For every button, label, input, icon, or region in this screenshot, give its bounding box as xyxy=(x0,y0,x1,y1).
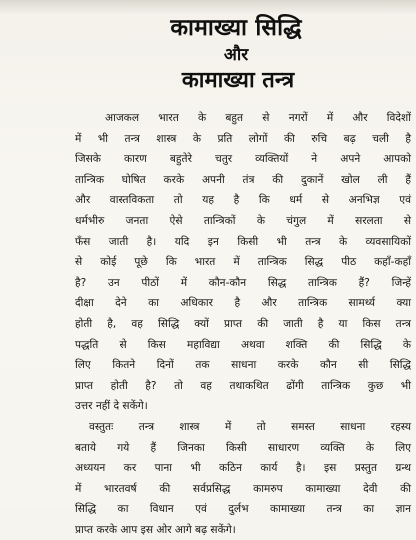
paragraph-2-line: बताये गये हैं जिनका किसी साधारण व्यक्ति के लिए xyxy=(75,441,411,454)
body-text xyxy=(75,108,411,540)
paragraph-1-line: जिसके कारण बहुतेरे चतुर व्यक्तियों ने अपने आपको xyxy=(75,153,411,166)
paragraph-1-line: पद्धति से किस महाविद्या अथवा शक्ति की सिद्धि के xyxy=(75,338,411,351)
paragraph-1-line: है? उन पीठों में कौन-कौन सिद्ध तान्त्रिक हैं? जिन्हें xyxy=(75,276,411,289)
title-line-2: और xyxy=(223,45,249,65)
paragraph-1-line: होती है, वह सिद्धि क्यों प्राप्त की जाती है या किस तन्त्र xyxy=(75,317,411,330)
paragraph-1-line: से कोई पूछे कि भारत में तान्त्रिक सिद्ध पीठ कहाँ-कहाँ xyxy=(75,256,411,269)
paragraph-1-line: और वास्तविकता तो यह है कि धर्म से अनभिज्ञ एवं xyxy=(75,194,411,207)
paragraph-2-line: अध्ययन कर पाना भी कठिन कार्य है। इस प्रस्तुत ग्रन्थ xyxy=(75,462,411,475)
paragraph-1-line: तान्त्रिक घोषित करके अपनी तंत्र की दुकानें खोल ली हैं xyxy=(75,173,411,186)
paragraph-1-line: दीक्षा देने का अधिकार है और तान्त्रिक सामर्थ्य क्या xyxy=(75,297,411,310)
paragraph-2-line: सिद्धि का विधान एवं दुर्लभ कामाख्या तन्त्र का ज्ञान xyxy=(75,503,411,516)
paragraph-2-line: प्राप्त करके आप इस ओर आगे बढ़ सकेंगे। xyxy=(75,523,236,536)
paragraph-1-line: उत्तर नहीं दे सकेंगे। xyxy=(75,400,148,413)
paragraph-1-line: आजकल भारत के बहुत से नगरों में और विदेशों xyxy=(105,112,411,124)
paragraph-1-line: लिए कितने दिनों तक साधना करके कौन सी सिद्धि xyxy=(75,359,411,372)
paragraph-1-line: फँस जाती है। यदि इन किसी भी तन्त्र के व्यवसायिकों xyxy=(75,235,411,248)
paragraph-1-line: में भी तन्त्र शास्त्र के प्रति लोगों की रुचि बढ़ चली है xyxy=(75,132,411,145)
paragraph-2-line: वस्तुतः तन्त्र शास्त्र में तो समस्त साधना रहस्य xyxy=(89,420,411,433)
title-line-3: कामाख्या तन्त्र xyxy=(181,68,295,93)
paragraph-1-line: प्राप्त होती है? तो वह तथाकथित ढोंगी तान्त्रिक कुछ भी xyxy=(75,379,411,392)
paragraph-1-line: धर्मभीरु जनता ऐसे तान्त्रिकों के चंगुल में सरलता से xyxy=(75,214,411,227)
paragraph-2-line: में भारतवर्ष की सर्वप्रसिद्ध कामरुप कामाख्या देवी की xyxy=(75,482,411,495)
title-line-1: कामाख्या सिद्धि xyxy=(170,15,302,41)
